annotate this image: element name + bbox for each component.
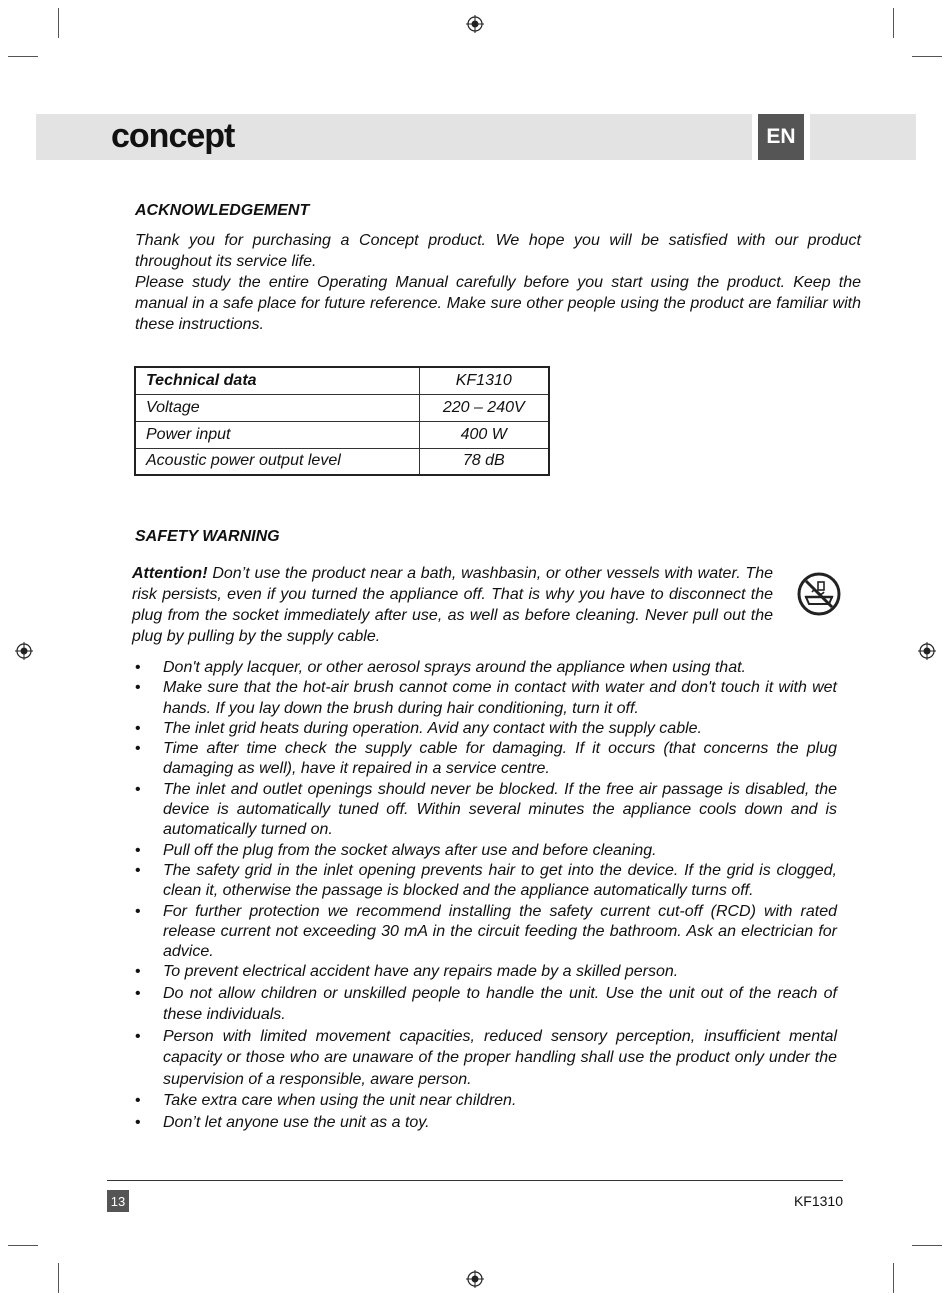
crop-mark: [8, 1245, 38, 1246]
list-item: • Take extra care when using the unit near children.: [135, 1090, 837, 1112]
list-item: • The inlet and outlet openings should never be blocked. If the free air passage is disabled, the device is automatically tuned off. Within several minutes the appliance cools down and is automatically turned on.: [135, 780, 837, 841]
header-band-right: [810, 114, 916, 160]
acknowledgement-text: [135, 230, 861, 335]
list-item: • Don't apply lacquer, or other aerosol sprays around the appliance when using that.: [135, 658, 837, 678]
table-cell: 220 – 240V: [419, 394, 549, 421]
list-item: • To prevent electrical accident have any repairs made by a skilled person.: [135, 962, 837, 982]
acknowledgement-paragraph-1: Thank you for purchasing a Concept product. We hope you will be satisfied with our product throughout its service life.: [135, 232, 861, 270]
list-item: • Time after time check the supply cable for damaging. If it occurs (that concerns the plug damaging as well), have it repaired in a service centre.: [135, 739, 837, 780]
crop-mark: [58, 8, 59, 38]
table-row: [135, 394, 549, 421]
no-use-near-bath-icon: [796, 571, 842, 617]
acknowledgement-heading: ACKNOWLEDGEMENT: [135, 202, 310, 219]
table-row: [135, 421, 549, 448]
table-header-cell: Technical data: [135, 367, 419, 394]
technical-data-table: [134, 366, 550, 476]
list-item: • Don’t let anyone use the unit as a toy.: [135, 1112, 837, 1134]
list-item: • The inlet grid heats during operation. Avid any contact with the supply cable.: [135, 719, 837, 739]
safety-warning-heading: SAFETY WARNING: [135, 528, 280, 545]
table-cell: Power input: [135, 421, 419, 448]
attention-paragraph: [132, 563, 773, 647]
safety-bullet-list: [135, 658, 837, 1133]
table-cell: Acoustic power output level: [135, 448, 419, 475]
registration-mark-icon: [918, 642, 936, 660]
registration-mark-icon: [15, 642, 33, 660]
table-cell: 400 W: [419, 421, 549, 448]
attention-text: Don’t use the product near a bath, washbasin, or other vessels with water. The risk persists, even if you turned the appliance off. That is why you have to disconnect the plug from the socket immediately after use, as well as before cleaning. Never pull out the plug by pulling by the supply cable.: [132, 565, 773, 645]
language-badge: EN: [758, 114, 804, 160]
list-item: • Do not allow children or unskilled people to handle the unit. Use the unit out of the reach of these individuals.: [135, 983, 837, 1026]
registration-mark-icon: [466, 15, 484, 33]
crop-mark: [58, 1263, 59, 1293]
crop-mark: [8, 56, 38, 57]
brand-logo: concept: [111, 117, 235, 155]
list-item: • For further protection we recommend installing the safety current cut-off (RCD) with rated release current not exceeding 30 mA in the circuit feeding the bathroom. Ask an electrician for advice.: [135, 902, 837, 963]
registration-mark-icon: [466, 1270, 484, 1288]
crop-mark: [893, 8, 894, 38]
list-item: • Pull off the plug from the socket always after use and before cleaning.: [135, 841, 837, 861]
footer-divider: [107, 1180, 843, 1181]
list-item: • Person with limited movement capacities, reduced sensory perception, insufficient mental capacity or those who are unaware of the proper handling shall use the product only under the supervision of a responsible, aware person.: [135, 1026, 837, 1091]
list-item: • The safety grid in the inlet opening prevents hair to get into the device. If the grid is clogged, clean it, otherwise the passage is blocked and the appliance automatically turns off.: [135, 861, 837, 902]
attention-label: Attention!: [132, 565, 208, 582]
table-header-row: [135, 367, 549, 394]
page-number: 13: [107, 1190, 129, 1212]
table-cell: 78 dB: [419, 448, 549, 475]
crop-mark: [893, 1263, 894, 1293]
table-cell: Voltage: [135, 394, 419, 421]
acknowledgement-paragraph-2: Please study the entire Operating Manual carefully before you start using the product. Keep the manual in a safe place for future reference. Make sure other people using the product are familiar with these instructions.: [135, 274, 861, 333]
list-item: • Make sure that the hot-air brush cannot come in contact with water and don't touch it with wet hands. If you lay down the brush during hair conditioning, turn it off.: [135, 678, 837, 719]
crop-mark: [912, 1245, 942, 1246]
footer-model: KF1310: [793, 1193, 843, 1209]
table-row: [135, 448, 549, 475]
table-header-cell: KF1310: [419, 367, 549, 394]
crop-mark: [912, 56, 942, 57]
